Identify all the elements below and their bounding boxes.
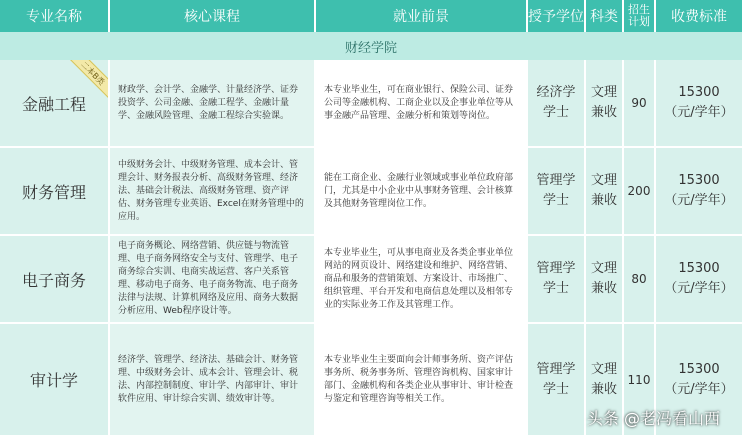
header-major: 专业名称 xyxy=(0,0,110,32)
major-name xyxy=(0,148,110,236)
section-row xyxy=(0,32,742,60)
course-cell: 电子商务概论、网络营销、供应链与物流管理、电子商务网络安全与支付、管理学、电子商务综合实训、电商实战运营、客户关系管理、移动电子商务、电子商务物流、电子商务法律与法规、计算机网络及应用、商务大数据分析应用、Web程序设计等。 xyxy=(110,236,316,324)
degree-line1: 管理学 xyxy=(536,173,576,188)
header-plan-line2: 计划 xyxy=(628,15,650,28)
fee-cell xyxy=(656,148,742,236)
course-cell: 经济学、管理学、经济法、基础会计、财务管理、中级财务会计、成本会计、管理会计、税法、内部控制制度、审计学、内部审计、审计软件应用、审计综合实训、绩效审计等。 xyxy=(110,324,316,437)
header-degree: 授予学位 xyxy=(528,0,586,32)
header-future: 就业前景 xyxy=(316,0,528,32)
subject-cell xyxy=(586,60,624,148)
subject-cell xyxy=(586,236,624,324)
plan-cell: 200 xyxy=(624,148,656,236)
subject-line2: 兼收 xyxy=(590,381,617,397)
plan-cell: 90 xyxy=(624,60,656,148)
degree-cell xyxy=(528,324,586,437)
future-cell: 本专业毕业生，可在商业银行、保险公司、证券公司等金融机构、工商企业以及企事业单位等从事金融产品管理、金融分析和策划等岗位。 xyxy=(316,60,528,148)
degree-cell xyxy=(528,148,586,236)
fee-line1: 15300 xyxy=(678,85,720,100)
table-row xyxy=(0,148,742,236)
major-name-text: 金融工程 xyxy=(21,94,86,114)
degree-line1: 管理学 xyxy=(536,261,576,276)
subject-line2: 兼收 xyxy=(590,105,617,120)
degree-line1: 经济学 xyxy=(536,85,576,100)
degree-line2: 学士 xyxy=(542,381,569,397)
degree-cell xyxy=(528,60,586,148)
subject-cell xyxy=(586,148,624,236)
fee-line1: 15300 xyxy=(678,361,720,377)
degree-line2: 学士 xyxy=(542,193,569,208)
major-name xyxy=(0,324,110,437)
fee-cell xyxy=(656,236,742,324)
header-course: 核心课程 xyxy=(110,0,316,32)
header-plan-line1: 招生 xyxy=(628,3,650,16)
fee-line2: （元/学年） xyxy=(664,105,734,120)
major-name xyxy=(0,60,110,148)
fee-cell xyxy=(656,60,742,148)
degree-line2: 学士 xyxy=(542,281,569,296)
category-ribbon: 二本B类 xyxy=(63,60,110,103)
fee-line2: （元/学年） xyxy=(664,193,734,208)
fee-line1: 15300 xyxy=(678,173,720,188)
header-subject: 科类 xyxy=(586,0,624,32)
header-plan xyxy=(624,0,656,32)
subject-line1: 文理 xyxy=(590,173,617,188)
major-name xyxy=(0,236,110,324)
watermark: 头条 @老冯看山西 xyxy=(586,409,720,428)
subject-line2: 兼收 xyxy=(590,193,617,208)
major-name-text: 电子商务 xyxy=(21,270,86,290)
table-row xyxy=(0,60,742,148)
table-header xyxy=(0,0,742,32)
subject-line1: 文理 xyxy=(590,261,617,276)
subject-line1: 文理 xyxy=(590,85,617,100)
major-name-text: 审计学 xyxy=(29,371,78,390)
course-cell: 中级财务会计、中级财务管理、成本会计、管理会计、财务报表分析、高级财务管理、经济法、基础会计税法、高级财务管理、资产评估、财务管理专业英语、Excel在财务管理中的应用。 xyxy=(110,148,316,236)
plan-cell: 110 xyxy=(624,324,656,437)
fee-line2: （元/学年） xyxy=(664,381,734,397)
degree-line1: 管理学 xyxy=(536,361,576,377)
fee-line1: 15300 xyxy=(678,261,720,276)
fee-line2: （元/学年） xyxy=(664,281,734,296)
major-name-text: 财务管理 xyxy=(21,182,86,202)
section-title: 财经学院 xyxy=(344,40,397,56)
future-cell: 本专业毕业生，可从事电商业及各类企事业单位网站的网页设计、网络建设和维护、网络营销、商品和服务的营销策划、方案设计、市场推广、组织管理、平台开发和电商信息处理以及相邻专业的实际业务工作及其管理工作。 xyxy=(316,236,528,324)
subject-line2: 兼收 xyxy=(590,281,617,296)
degree-cell xyxy=(528,236,586,324)
header-fee: 收费标准 xyxy=(671,9,727,25)
plan-cell: 80 xyxy=(624,236,656,324)
table-row xyxy=(0,236,742,324)
course-cell: 财政学、会计学、金融学、计量经济学、证券投资学、公司金融、金融工程学、金融计量学、金融风险管理、金融工程综合实验课。 xyxy=(110,60,316,148)
future-cell: 能在工商企业、金融行业领域或事业单位政府部门，尤其是中小企业中从事财务管理、会计核算及其他财务管理岗位工作。 xyxy=(316,148,528,236)
subject-line1: 文理 xyxy=(590,361,617,377)
future-cell: 本专业毕业生主要面向会计师事务所、资产评估事务所、税务事务所、管理咨询机构、国家审计部门、金融机构和各类企业从事审计、审计检查与鉴定和管理咨询等相关工作。 xyxy=(316,324,528,437)
degree-line2: 学士 xyxy=(542,105,569,120)
